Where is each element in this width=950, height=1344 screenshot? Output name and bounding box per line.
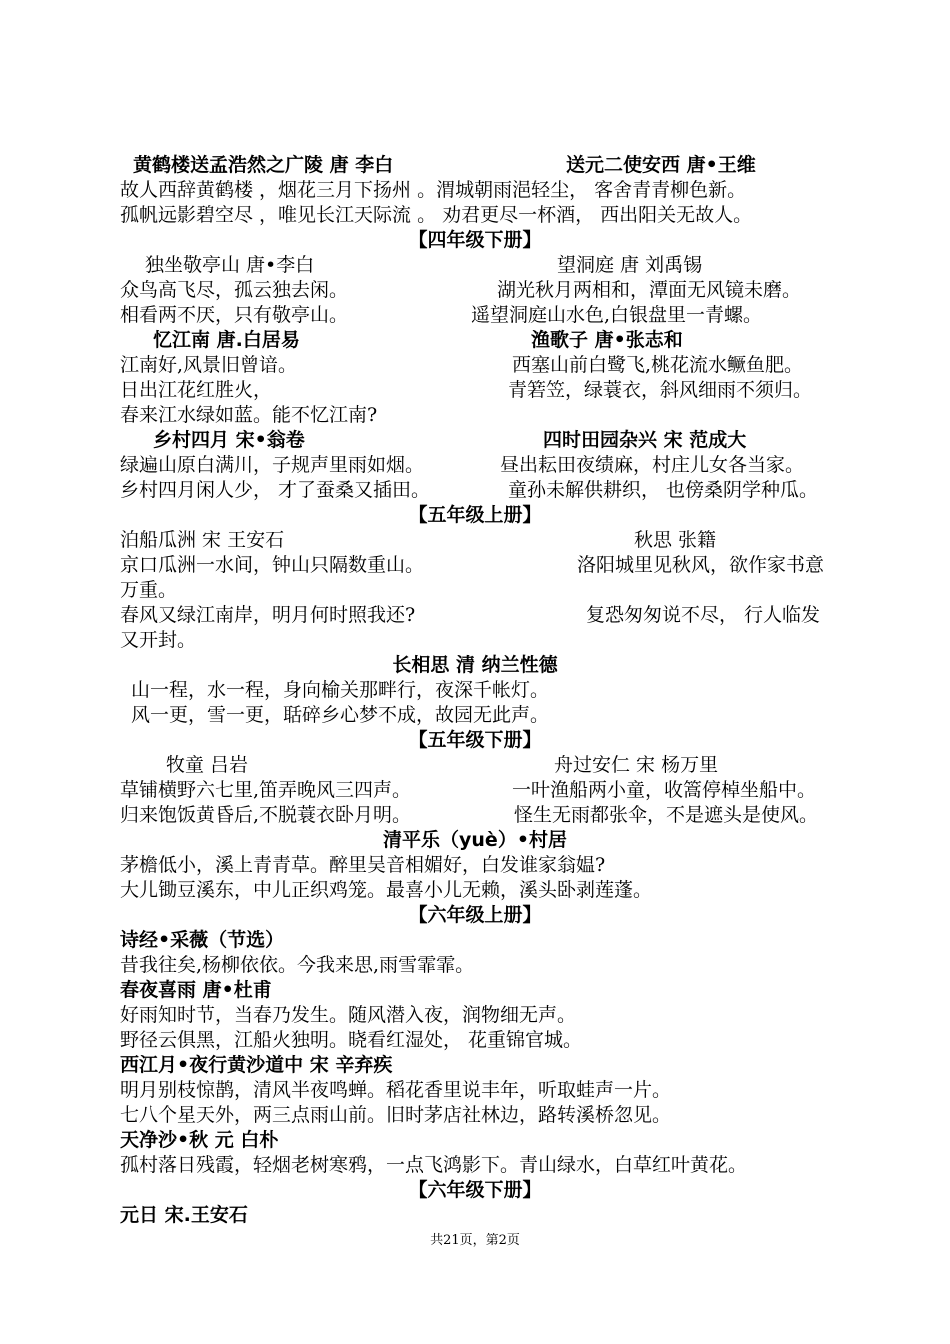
poem-title: 春夜喜雨 唐•杜甫 bbox=[120, 979, 272, 1001]
poem-line: 春风又绿江南岸，明月何时照我还? bbox=[120, 604, 416, 626]
poem-line: 洛阳城里见秋风，欲作家书意 bbox=[577, 554, 825, 576]
poem-line: 牧童 吕岩 bbox=[166, 754, 249, 776]
poem-title: 忆江南 唐.白居易 bbox=[153, 329, 300, 351]
poem-line: 江南好,风景旧曾谙。 bbox=[120, 354, 298, 376]
poem-title: 四时田园杂兴 宋 范成大 bbox=[543, 429, 747, 451]
poem-title: 送元二使安西 唐•王维 bbox=[566, 154, 756, 176]
poem-line: 复恐匆匆说不尽， 行人临发 bbox=[586, 604, 821, 626]
poem-line: 西塞山前白鹭飞,桃花流水鳜鱼肥。 bbox=[512, 354, 804, 376]
poem-line: 童孙未解供耕织， 也傍桑阴学种瓜。 bbox=[508, 479, 819, 501]
section-heading: 【四年级下册】 bbox=[408, 229, 542, 251]
poem-line: 秋思 张籍 bbox=[634, 529, 717, 551]
poem-line: 青箬笠，绿蓑衣，斜风细雨不须归。 bbox=[508, 379, 813, 401]
poem-line: 大儿锄豆溪东，中儿正织鸡笼。最喜小儿无赖，溪头卧剥莲蓬。 bbox=[120, 879, 653, 901]
poem-line: 日出江花红胜火， bbox=[120, 379, 273, 401]
poem-title: 西江月•夜行黄沙道中 宋 辛弃疾 bbox=[120, 1054, 393, 1076]
poem-line: 相看两不厌，只有敬亭山。 bbox=[120, 304, 349, 326]
poem-line: 昔我往矣,杨柳依依。今我来思,雨雪霏霏。 bbox=[120, 954, 475, 976]
poem-line: 又开封。 bbox=[120, 629, 197, 651]
poem-title: 黄鹤楼送孟浩然之广陵 唐 李白 bbox=[133, 154, 394, 176]
poem-line: 归来饱饭黄昏后,不脱蓑衣卧月明。 bbox=[120, 804, 412, 826]
poem-line: 明月别枝惊鹊，清风半夜鸣蝉。稻花香里说丰年，听取蛙声一片。 bbox=[120, 1079, 672, 1101]
section-heading: 清平乐（yuè）•村居 bbox=[383, 829, 567, 851]
poem-line: 万重。 bbox=[120, 579, 178, 601]
poem-line: 湖光秋月两相和，潭面无风镜未磨。 bbox=[497, 279, 802, 301]
poem-line: 怪生无雨都张伞，不是遮头是使风。 bbox=[514, 804, 819, 826]
poem-line: 野径云俱黑，江船火独明。晓看红湿处， 花重锦官城。 bbox=[120, 1029, 583, 1051]
poem-title: 乡村四月 宋•翁卷 bbox=[153, 429, 305, 451]
poem-line: 好雨知时节，当春乃发生。随风潜入夜，润物细无声。 bbox=[120, 1004, 577, 1026]
poem-line: 舟过安仁 宋 杨万里 bbox=[554, 754, 719, 776]
poem-title: 元日 宋.王安石 bbox=[120, 1204, 248, 1226]
section-heading: 【五年级下册】 bbox=[408, 729, 542, 751]
poem-line: 孤村落日残霞，轻烟老树寒鸦，一点飞鸿影下。青山绿水，白草红叶黄花。 bbox=[120, 1154, 748, 1176]
poem-line: 乡村四月闲人少， 才了蚕桑又插田。 bbox=[120, 479, 431, 501]
section-heading: 【六年级上册】 bbox=[408, 904, 542, 926]
poem-title: 渔歌子 唐•张志和 bbox=[531, 329, 683, 351]
poem-title: 诗经•采薇（节选） bbox=[120, 929, 285, 951]
poem-line: 独坐敬亭山 唐•李白 bbox=[145, 254, 315, 276]
poem-line: 草铺横野六七里,笛弄晚风三四声。 bbox=[120, 779, 412, 801]
poem-line: 故人西辞黄鹤楼 ，烟花三月下扬州 。渭城朝雨浥轻尘， 客舍青青柳色新。 bbox=[120, 179, 747, 201]
poem-line: 昼出耘田夜绩麻，村庄儿女各当家。 bbox=[500, 454, 805, 476]
page-footer: 共21页，第2页 bbox=[430, 1233, 520, 1248]
poem-line: 京口瓜洲一水间，钟山只隔数重山。 bbox=[120, 554, 425, 576]
poem-line: 泊船瓜洲 宋 王安石 bbox=[120, 529, 285, 551]
poem-line: 望洞庭 唐 刘禹锡 bbox=[557, 254, 703, 276]
poem-line: 春来江水绿如蓝。能不忆江南? bbox=[120, 404, 378, 426]
poem-line: 七八个星天外，两三点雨山前。旧时茅店社林边，路转溪桥忽见。 bbox=[120, 1104, 672, 1126]
poem-line: 众鸟高飞尽，孤云独去闲。 bbox=[120, 279, 349, 301]
section-heading: 【六年级下册】 bbox=[408, 1179, 542, 1201]
poem-line: 孤帆远影碧空尽 ，唯见长江天际流 。 劝君更尽一杯酒， 西出阳关无故人。 bbox=[120, 204, 753, 226]
section-heading: 【五年级上册】 bbox=[408, 504, 542, 526]
section-heading: 长相思 清 纳兰性德 bbox=[392, 654, 558, 676]
poem-line: 山一程，水一程，身向榆关那畔行，夜深千帐灯。 bbox=[131, 679, 550, 701]
poem-line: 绿遍山原白满川，子规声里雨如烟。 bbox=[120, 454, 425, 476]
poem-line: 茅檐低小，溪上青青草。醉里吴音相媚好，白发谁家翁媪? bbox=[120, 854, 606, 876]
poem-title: 天净沙•秋 元 白朴 bbox=[120, 1129, 279, 1151]
poem-line: 遥望洞庭山水色,白银盘里一青螺。 bbox=[471, 304, 763, 326]
poem-line: 风一更，雪一更，聒碎乡心梦不成，故园无此声。 bbox=[131, 704, 550, 726]
poem-line: 一叶渔船两小童，收篙停棹坐船中。 bbox=[512, 779, 817, 801]
